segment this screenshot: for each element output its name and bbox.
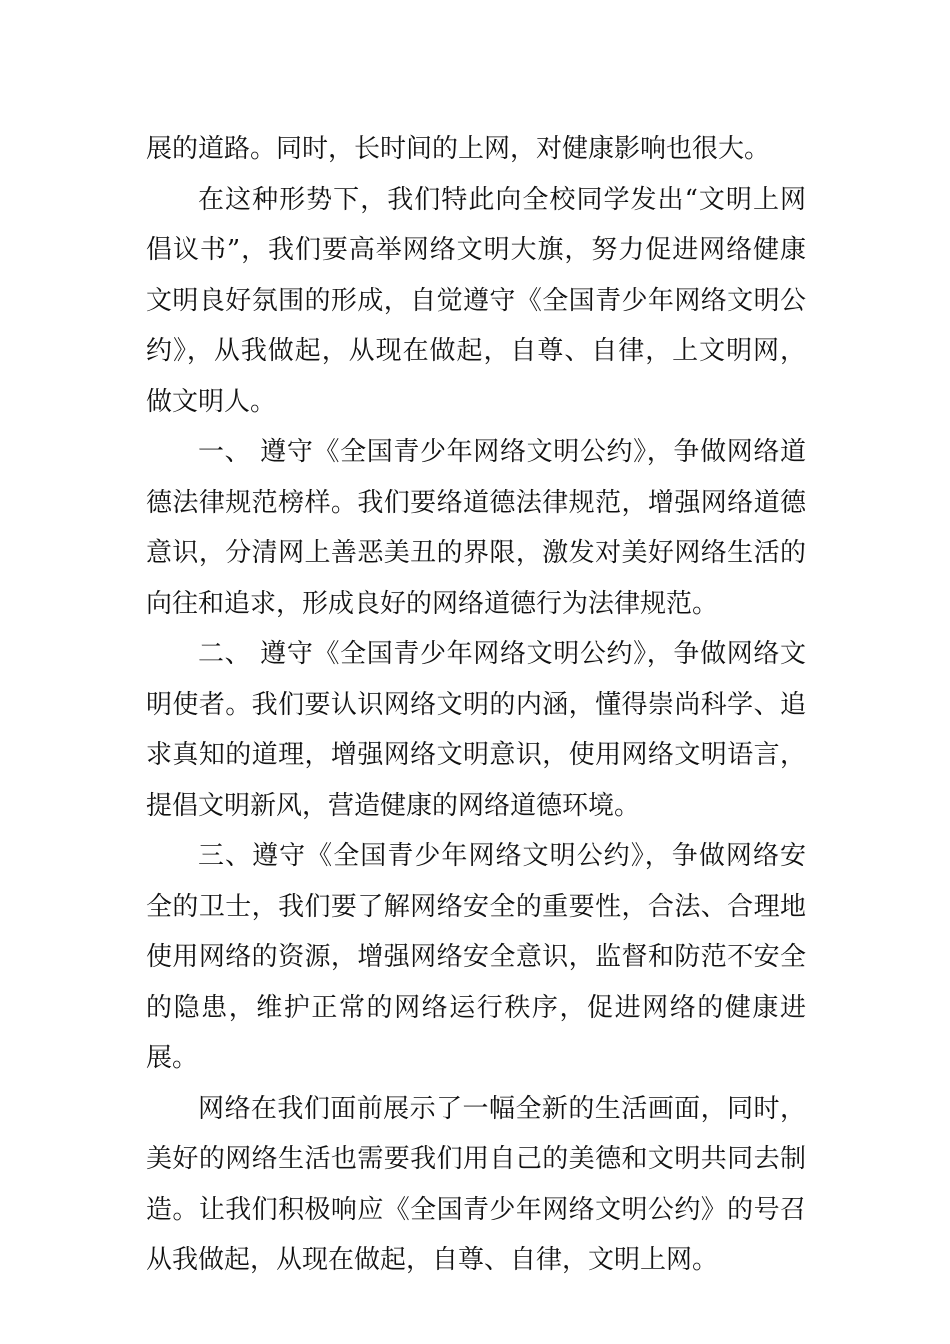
paragraph-conclusion: 网络在我们面前展示了一幅全新的生活画面，同时，美好的网络生活也需要我们用自己的美德和文明共同去制造。让我们积极响应《全国青少年网络文明公约》的号召从我做起，从现在做起，自尊、自律，文明上网。 [146, 1093, 806, 1275]
paragraph-initiative-intro: 在这种形势下，我们特此向全校同学发出“文明上网倡议书”，我们要高举网络文明大旗，努力促进网络健康文明良好氛围的形成，自觉遵守《全国青少年网络文明公约》，从我做起，从现在做起，自尊、自律，上文明网，做文明人。 [146, 184, 806, 417]
paragraph-point-three: 三、遵守《全国青少年网络文明公约》，争做网络安全的卫士，我们要了解网络安全的重要性，合法、合理地使用网络的资源，增强网络安全意识，监督和防范不安全的隐患，维护正常的网络运行秩序，促进网络的健康进展。 [146, 841, 806, 1073]
document-body [146, 124, 806, 1286]
paragraph-continuation: 展的道路。同时，长时间的上网，对健康影响也很大。 [146, 134, 771, 164]
paragraph-point-one: 一、 遵守《全国青少年网络文明公约》，争做网络道德法律规范榜样。我们要络道德法律规范，增强网络道德意识，分清网上善恶美丑的界限，激发对美好网络生活的向往和追求，形成良好的网络道德行为法律规范。 [146, 437, 806, 619]
paragraph-point-two: 二、 遵守《全国青少年网络文明公约》，争做网络文明使者。我们要认识网络文明的内涵，懂得崇尚科学、追求真知的道理，增强网络文明意识，使用网络文明语言，提倡文明新风，营造健康的网络道德环境。 [146, 639, 806, 821]
